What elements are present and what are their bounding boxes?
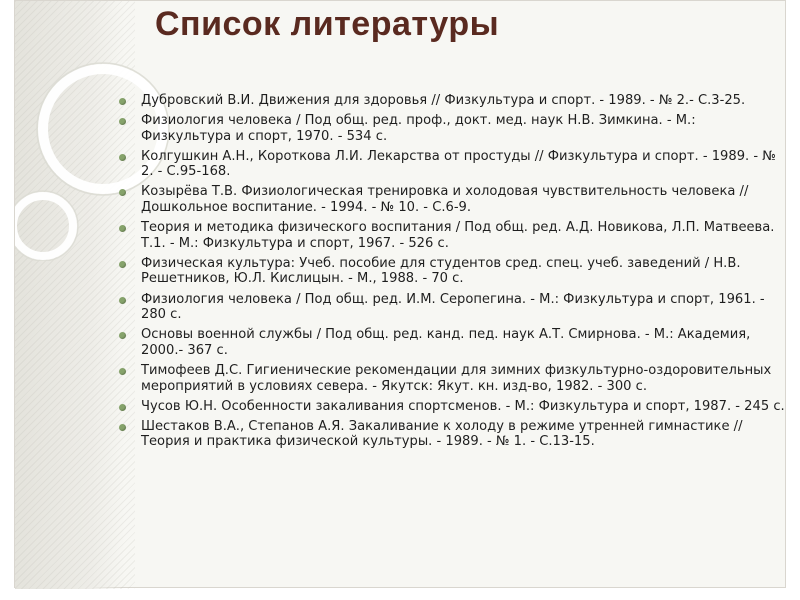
reference-text: Тимофеев Д.С. Гигиенические рекомендации для зимних физкультурно-оздоровительных мероприятий в условиях севера. - Якутск: Якут. кн. изд-во, 1982. - 300 с.	[141, 362, 772, 394]
bullet-icon	[119, 98, 126, 105]
reference-text: Козырёва Т.В. Физиологическая тренировка и холодовая чувствительность человека // Дошкольное воспитание. - 1994. - № 10. - С.6-9.	[141, 184, 749, 216]
reference-item	[118, 327, 788, 358]
reference-item	[118, 256, 788, 287]
reference-text: Колгушкин А.Н., Короткова Л.И. Лекарства от простуды // Физкультура и спорт. - 1989. - № 2. - С.95-168.	[141, 148, 776, 180]
small-ring	[15, 196, 73, 256]
bullet-icon	[119, 261, 126, 268]
reference-text: Шестаков В.А., Степанов А.Я. Закаливание к холоду в режиме утренней гимнастике // Теория и практика физической культуры. - 1989. - № 1. - С.13-15.	[141, 418, 743, 450]
reference-item	[118, 292, 788, 323]
bullet-icon	[119, 297, 126, 304]
reference-text: Физиология человека / Под общ. ред. И.М. Серопегина. - М.: Физкультура и спорт, 1961. - 280 с.	[141, 291, 765, 323]
reference-item	[118, 399, 788, 415]
reference-item	[118, 363, 788, 394]
bullet-icon	[119, 154, 126, 161]
reference-list	[118, 93, 788, 454]
bullet-icon	[119, 118, 126, 125]
reference-text: Основы военной службы / Под общ. ред. канд. пед. наук А.Т. Смирнова. - М.: Академия, 2000.- 367 с.	[141, 327, 751, 358]
reference-text: Теория и методика физического воспитания / Под общ. ред. А.Д. Новикова, Л.П. Матвеева. Т.1. - М.: Физкультура и спорт, 1967. - 526 с.	[141, 220, 775, 251]
reference-item	[118, 113, 788, 144]
reference-text: Дубровский В.И. Движения для здоровья // Физкультура и спорт. - 1989. - № 2.- С.3-25.	[141, 93, 746, 108]
slide-title: Список литературы	[155, 5, 500, 43]
bullet-icon	[119, 404, 126, 411]
bullet-icon	[119, 368, 126, 375]
bullet-icon	[119, 225, 126, 232]
reference-text: Чусов Ю.Н. Особенности закаливания спортсменов. - М.: Физкультура и спорт, 1987. - 245 с.	[141, 398, 785, 414]
reference-item	[118, 419, 788, 450]
reference-text: Физиология человека / Под общ. ред. проф., докт. мед. наук Н.В. Зимкина. - М.: Физкультура и спорт, 1970. - 534 с.	[141, 113, 696, 144]
bullet-icon	[119, 424, 126, 431]
reference-item	[118, 220, 788, 251]
reference-item	[118, 149, 788, 180]
reference-item	[118, 93, 788, 109]
slide-panel	[14, 0, 786, 588]
reference-item	[118, 184, 788, 215]
bullet-icon	[119, 332, 126, 339]
reference-text: Физическая культура: Учеб. пособие для студентов сред. спец. учеб. заведений / Н.В. Решетников, Ю.Л. Кислицын. - М., 1988. - 70 с.	[141, 255, 741, 287]
bullet-icon	[119, 189, 126, 196]
